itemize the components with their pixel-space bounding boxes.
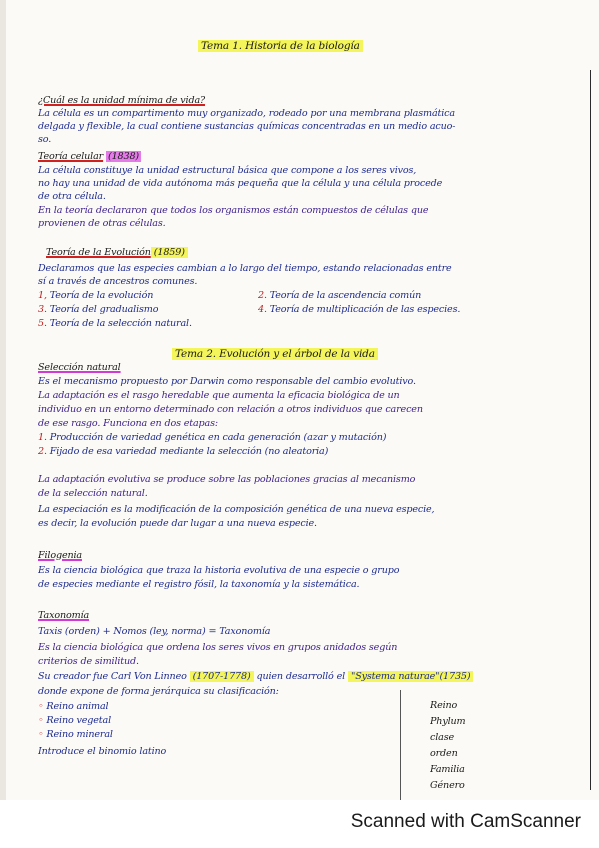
taxonomic-ranks-list [400, 690, 488, 800]
heading-teoria-evolucion: Teoría de la Evolución (1859) [46, 247, 188, 259]
scanner-watermark: Scanned with CamScanner [350, 811, 581, 832]
rank-item: Phylum [430, 716, 466, 727]
list-item: 5. Teoría de la selección natural. [38, 318, 192, 329]
kingdom-item: ◦ Reino animal [38, 701, 109, 712]
text-line: delgada y flexible, la cual contiene sustancias químicas concentradas en un medio acuo- [38, 121, 456, 132]
text-line: La célula constituye la unidad estructural básica que compone a los seres vivos, [38, 165, 417, 176]
list-item: 1. Producción de variedad genética en cada generación (azar y mutación) [38, 432, 387, 443]
question-heading: ¿Cuál es la unidad mínima de vida? [38, 95, 206, 106]
text-line: Es la ciencia biológica que traza la historia evolutiva de una especie o grupo [38, 565, 400, 576]
list-item: 3. Teoría del gradualismo [38, 304, 159, 315]
text-line: provienen de otras células. [38, 218, 166, 229]
list-item: 1, Teoría de la evolución [38, 290, 154, 301]
text-line: Es la ciencia biológica que ordena los seres vivos en grupos anidados según [38, 642, 398, 653]
text-line: En la teoría declararon que todos los organismos están compuestos de células que [38, 205, 429, 216]
text-line: La especiación es la modificación de la composición genética de una nueva especie, [38, 504, 435, 515]
text-line: Taxis (orden) + Nomos (ley, norma) = Taxonomía [38, 626, 271, 637]
kingdom-item: ◦ Reino mineral [38, 729, 113, 740]
heading-seleccion-natural: Selección natural [38, 362, 121, 373]
rank-item: Reino [430, 700, 458, 711]
heading-taxonomia: Taxonomía [38, 610, 90, 621]
text-line: Es el mecanismo propuesto por Darwin como responsable del cambio evolutivo. [38, 376, 416, 387]
text-line: de la selección natural. [38, 488, 148, 499]
scanner-footer [0, 800, 599, 848]
list-item: 2. Fijado de esa variedad mediante la selección (no aleatoria) [38, 446, 329, 457]
text-line: donde expone de forma jerárquica su clasificación: [38, 686, 279, 697]
text-line: La célula es un compartimento muy organizado, rodeado por una membrana plasmática [38, 108, 455, 119]
text-line: individuo en un entorno determinado con relación a otros individuos que carecen [38, 404, 423, 415]
text-line: Introduce el binomio latino [38, 746, 167, 757]
text-line: sí a través de ancestros comunes. [38, 276, 198, 287]
text-line: so. [38, 134, 52, 145]
text-line: criterios de similitud. [38, 656, 139, 667]
rank-item: Familia [430, 764, 465, 775]
text-line: no hay una unidad de vida autónoma más pequeña que la célula y una célula procede [38, 178, 443, 189]
list-item: 4. Teoría de multiplicación de las especies. [258, 304, 461, 315]
title-tema-2: Tema 2. Evolución y el árbol de la vida [172, 348, 378, 360]
rank-item: clase [430, 732, 455, 743]
list-divider [400, 690, 401, 800]
scan-edge [0, 0, 6, 800]
heading-teoria-celular: Teoría celular (1838) [38, 151, 140, 162]
list-item: 2. Teoría de la ascendencia común [258, 290, 422, 301]
heading-filogenia: Filogenia [38, 550, 83, 561]
text-line: La adaptación evolutiva se produce sobre las poblaciones gracias al mecanismo [38, 474, 416, 485]
text-line: es decir, la evolución puede dar lugar a una nueva especie. [38, 518, 317, 529]
text-line: Declaramos que las especies cambian a lo largo del tiempo, estando relacionadas entre [38, 263, 452, 274]
kingdom-item: ◦ Reino vegetal [38, 715, 112, 726]
text-line: Su creador fue Carl Von Linneo (1707-1778) quien desarrolló el "Systema naturae"(1735) [38, 671, 473, 683]
text-line: La adaptación es el rasgo heredable que aumenta la eficacia biológica de un [38, 390, 400, 401]
rank-item: Género [430, 780, 465, 791]
text-line: de ese rasgo. Funciona en dos etapas: [38, 418, 218, 429]
page-margin-line [590, 70, 591, 790]
text-line: de especies mediante el registro fósil, la taxonomía y la sistemática. [38, 579, 360, 590]
title-tema-1: Tema 1. Historia de la biología [198, 40, 363, 52]
rank-item: orden [430, 748, 458, 759]
text-line: de otra célula. [38, 191, 106, 202]
